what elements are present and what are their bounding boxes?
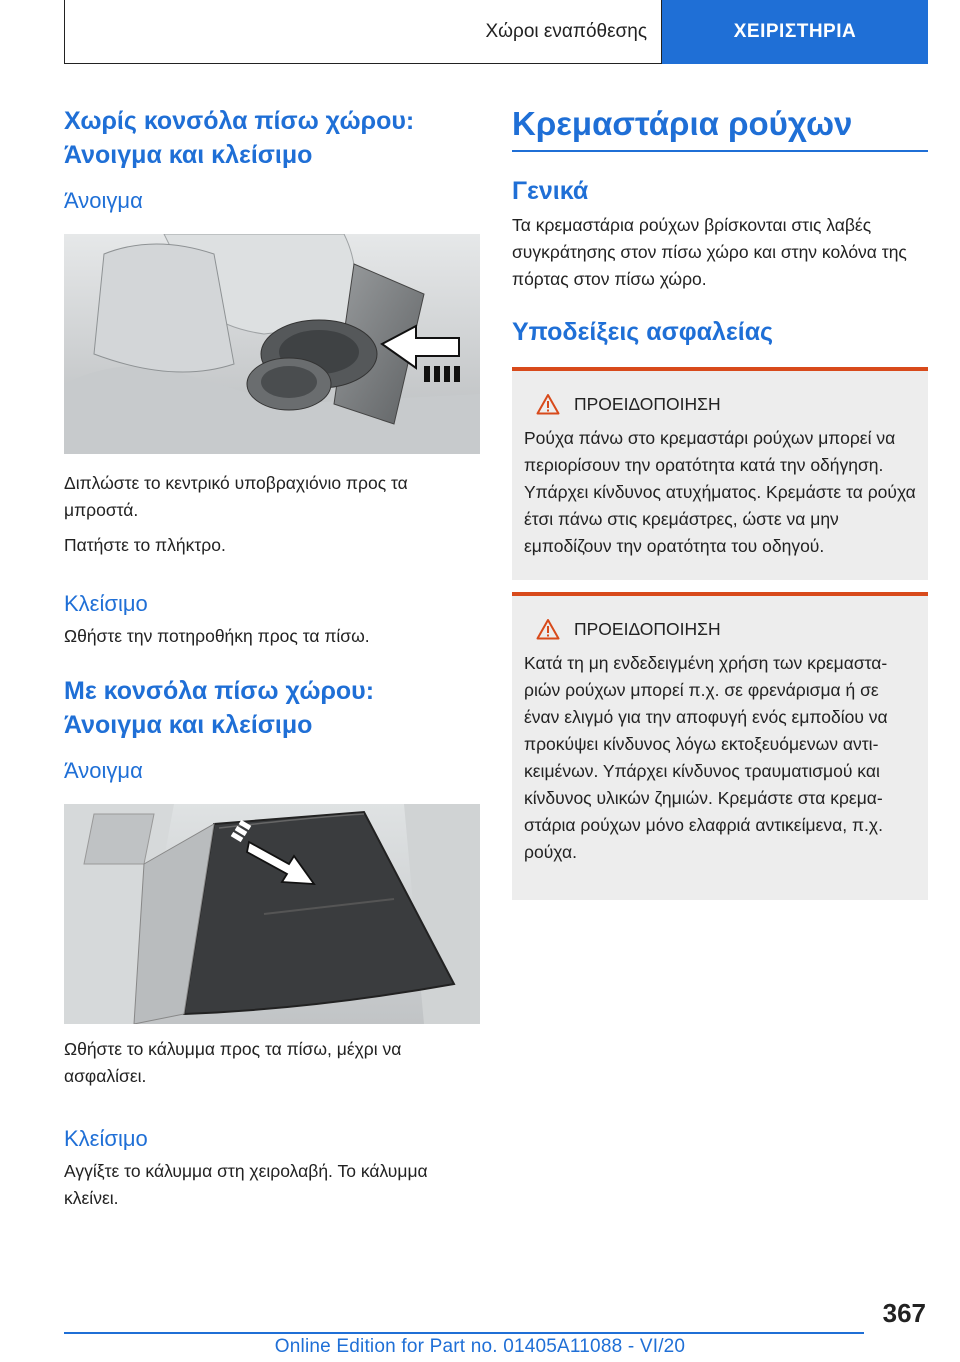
warning-label: ΠΡΟΕΙΔΟΠΟΙΗΣΗ <box>574 393 721 414</box>
warning-text: Κατά τη μη ενδεδειγμένη χρήση των κρεμασταριών ρούχων μπορεί π.χ. σε φρενάρισμα ή σε έναν ελιγμό για την αποφυγή ενός εμποδίου να προκύψει κίνδυνος λόγω εκτοξευόμενων αντικειμένων. Υπάρχει κίνδυνος τραυματισμού και κίνδυνος υλικών ζημιών. Κρεμάστε στα κρεμαστάρια ρούχων μόνο ελαφριά αντικείμενα, π.χ. ρούχα. <box>524 653 888 862</box>
header-section-title: Χώροι εναπόθεσης <box>64 0 662 64</box>
warning-box-1 <box>512 367 928 580</box>
console-cover-illustration <box>64 804 480 1024</box>
subheading-open-2: Άνοιγμα <box>64 758 143 783</box>
warning-text: Ρούχα πάνω στο κρεμαστάρι ρούχων μπορεί να περιορίσουν την ορατότητα κατά την οδήγηση. Υπάρχει κίνδυνος ατυχήματος. Κρεμάστε τα ρούχα έτσι πάνω στις κρεμάστρες, ώστε να μην εμποδίζουν την ορατότητα του οδηγού. <box>524 428 916 556</box>
instruction-fold-armrest: Διπλώστε το κεντρικό υποβραχιόνιο προς τα μπροστά. <box>64 473 408 520</box>
warning-triangle-icon <box>536 393 560 415</box>
header-chapter-tab[interactable]: ΧΕΙΡΙΣΤΗΡΙΑ <box>662 0 928 64</box>
left-column <box>64 104 480 1212</box>
section-title-coat-hooks: Κρεμαστάρια ρούχων <box>512 105 853 142</box>
general-text: Τα κρεμαστάρια ρούχων βρίσκονται στις λαβές συγκράτησης στον πίσω χώρο και στην κολόνα της πόρτας στον πίσω χώρο. <box>512 215 907 289</box>
subheading-safety: Υποδείξεις ασφαλείας <box>512 318 774 346</box>
page-header <box>64 0 928 64</box>
section-title-with-console: Με κονσόλα πίσω χώρου: Άνοιγμα και κλείσιμο <box>64 677 375 739</box>
subheading-open: Άνοιγμα <box>64 188 143 213</box>
section-title-no-console: Χωρίς κονσόλα πίσω χώρου: Άνοιγμα και κλείσιμο <box>64 107 415 169</box>
image-rear-console-cover <box>64 804 480 1024</box>
warning-box-2 <box>512 592 928 900</box>
image-cupholder-armrest <box>64 234 480 454</box>
instruction-touch-cover: Αγγίξτε το κάλυμμα στη χειρολαβή. Το κάλυμμα κλείνει. <box>64 1161 428 1208</box>
footer-edition-link[interactable]: Online Edition for Part no. 01405A11088 - VI/20 <box>274 1336 686 1357</box>
cupholder-illustration <box>64 234 480 454</box>
instruction-push-cupholder: Ωθήστε την ποτηροθήκη προς τα πίσω. <box>64 626 370 646</box>
footer-divider <box>64 1332 864 1334</box>
right-column <box>512 104 928 900</box>
subheading-close: Κλείσιμο <box>64 591 148 616</box>
title-underline <box>512 150 928 152</box>
warning-label: ΠΡΟΕΙΔΟΠΟΙΗΣΗ <box>574 618 721 639</box>
instruction-press-button: Πατήστε το πλήκτρο. <box>64 535 226 555</box>
subheading-general: Γενικά <box>512 177 589 205</box>
page-number: 367 <box>882 1298 926 1328</box>
instruction-push-cover: Ωθήστε το κάλυμμα προς τα πίσω, μέχρι να ασφαλίσει. <box>64 1039 402 1086</box>
subheading-close-2: Κλείσιμο <box>64 1126 148 1151</box>
warning-triangle-icon <box>536 618 560 640</box>
